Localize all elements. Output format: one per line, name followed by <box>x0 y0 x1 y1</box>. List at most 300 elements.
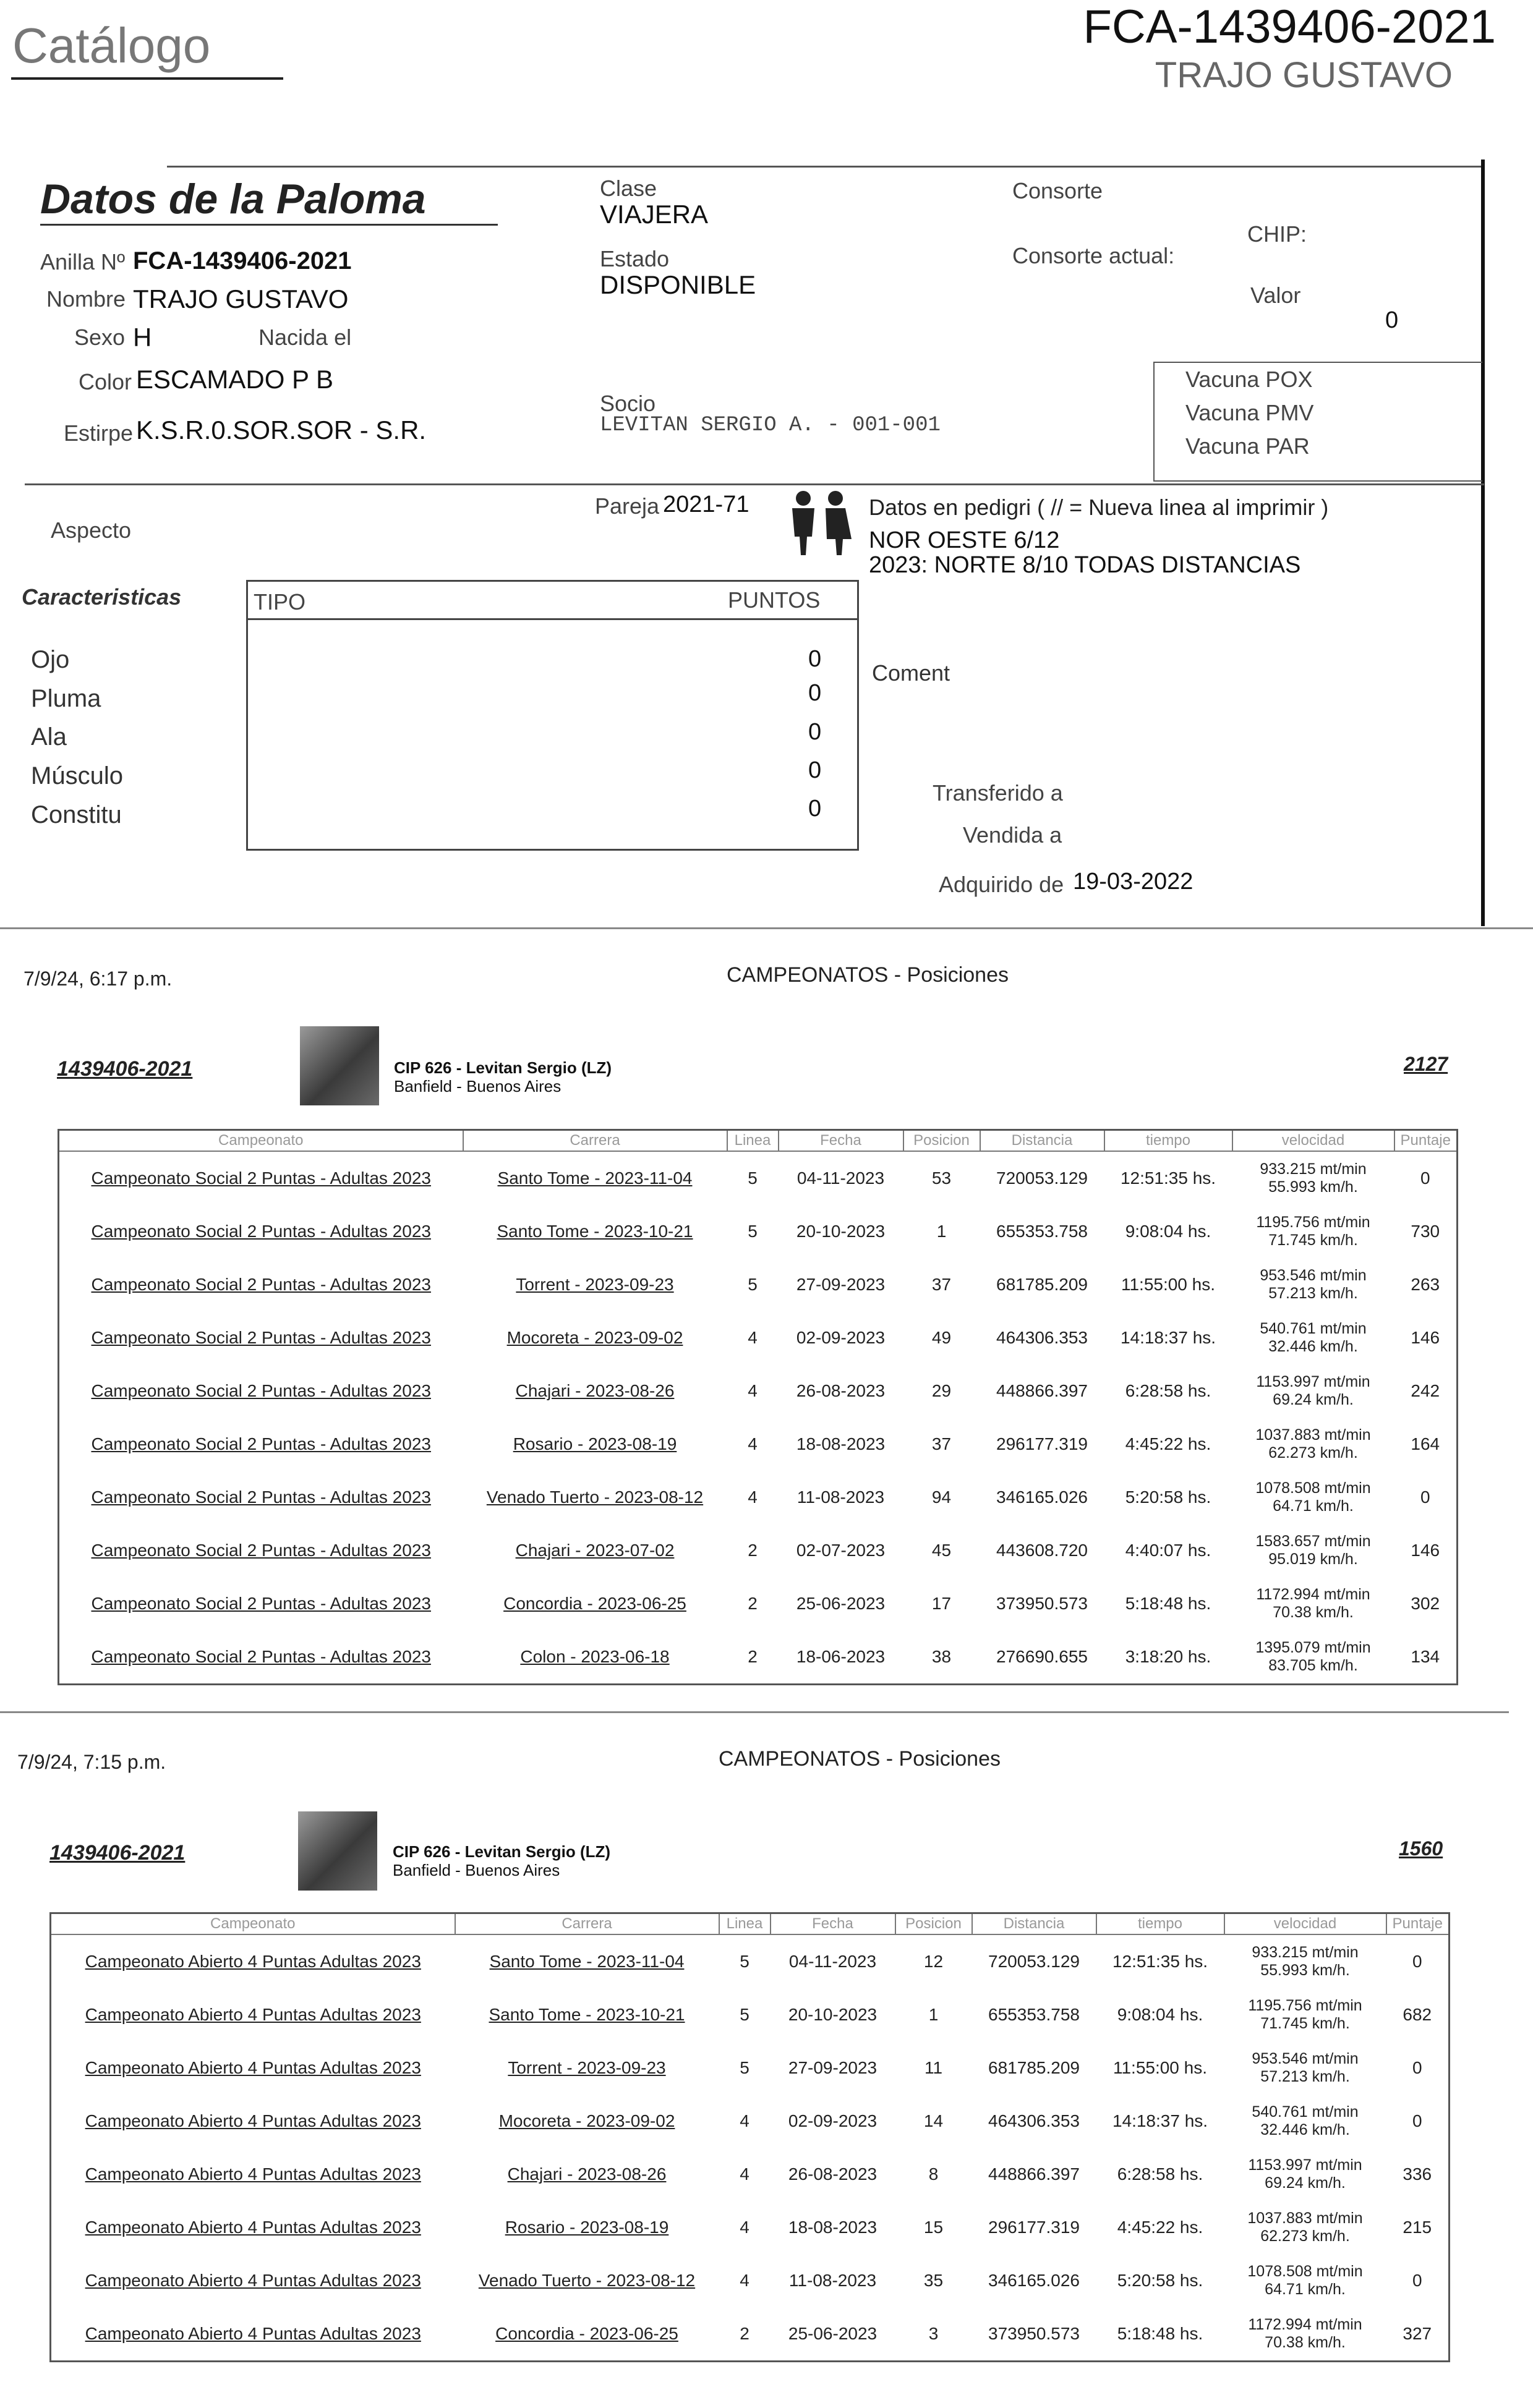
tiempo-cell: 5:18:48 hs. <box>1117 2324 1203 2343</box>
estirpe-value: K.S.R.0.SOR.SOR - S.R. <box>136 415 427 445</box>
campeonato-link[interactable]: Campeonato Abierto 4 Puntas Adultas 2023 <box>85 2271 421 2290</box>
velocidad-cell <box>1232 1418 1394 1471</box>
linea-cell: 5 <box>740 2058 749 2077</box>
fecha-cell: 02-09-2023 <box>796 1328 886 1347</box>
distancia-cell: 276690.655 <box>996 1647 1088 1666</box>
fecha-cell: 11-08-2023 <box>796 1487 885 1507</box>
caracteristica-pluma: Pluma <box>31 685 101 712</box>
linea-cell: 5 <box>748 1168 758 1188</box>
velocidad-mtmin: 540.761 mt/min <box>1260 1320 1367 1337</box>
chip-label: CHIP: <box>1247 221 1307 247</box>
header-pigeon-name: TRAJO GUSTAVO <box>1155 55 1453 95</box>
carrera-link[interactable]: Santo Tome - 2023-10-21 <box>497 1222 693 1241</box>
linea-cell: 4 <box>740 2271 749 2290</box>
distancia-cell: 681785.209 <box>996 1275 1088 1294</box>
linea-cell: 5 <box>740 1952 749 1971</box>
distancia-cell: 296177.319 <box>996 1434 1088 1453</box>
result-row <box>59 1471 1458 1524</box>
fecha-cell: 26-08-2023 <box>788 2164 878 2184</box>
fecha-cell: 27-09-2023 <box>788 2058 878 2077</box>
result-row <box>51 2307 1450 2362</box>
tiempo-cell: 12:51:35 hs. <box>1112 1952 1208 1971</box>
linea-cell: 4 <box>748 1381 758 1400</box>
tiempo-cell: 5:20:58 hs. <box>1125 1487 1211 1507</box>
linea-cell: 5 <box>740 2005 749 2024</box>
section1-title: CAMPEONATOS - Posiciones <box>727 963 1009 987</box>
distancia-cell: 720053.129 <box>996 1168 1088 1188</box>
velocidad-kmh: 64.71 km/h. <box>1265 2281 1346 2298</box>
linea-cell: 4 <box>740 2218 749 2237</box>
velocidad-cell <box>1232 1630 1394 1685</box>
result-row <box>59 1311 1458 1364</box>
velocidad-kmh: 69.24 km/h. <box>1273 1391 1354 1408</box>
campeonato-link[interactable]: Campeonato Abierto 4 Puntas Adultas 2023 <box>85 1952 421 1971</box>
puntaje-cell: 0 <box>1412 2111 1422 2130</box>
tiempo-cell: 11:55:00 hs. <box>1121 1275 1216 1294</box>
puntaje-cell: 682 <box>1403 2005 1432 2024</box>
aspecto-label: Aspecto <box>51 517 132 543</box>
vacunas-box <box>1153 362 1482 482</box>
posicion-cell: 15 <box>923 2218 944 2237</box>
tiempo-cell: 12:51:35 hs. <box>1120 1168 1216 1188</box>
velocidad-mtmin: 933.215 mt/min <box>1252 1944 1359 1961</box>
puntaje-cell: 215 <box>1403 2218 1432 2237</box>
vendida-label: Vendida a <box>963 822 1062 848</box>
carrera-link[interactable]: Torrent - 2023-09-23 <box>508 2058 666 2077</box>
posicion-cell: 29 <box>931 1381 952 1400</box>
velocidad-mtmin: 540.761 mt/min <box>1252 2103 1359 2121</box>
carrera-link[interactable]: Chajari - 2023-07-02 <box>515 1541 675 1560</box>
caracteristica-constitu: Constitu <box>31 801 122 828</box>
fecha-cell: 02-09-2023 <box>788 2111 878 2130</box>
tiempo-cell: 3:18:20 hs. <box>1125 1647 1211 1666</box>
campeonato-link[interactable]: Campeonato Abierto 4 Puntas Adultas 2023 <box>85 2164 421 2184</box>
result-row <box>59 1151 1458 1205</box>
tiempo-cell: 9:08:04 hs. <box>1117 2005 1203 2024</box>
velocidad-mtmin: 953.546 mt/min <box>1252 2050 1359 2067</box>
result-row <box>51 1934 1450 1988</box>
posicion-cell: 45 <box>931 1541 952 1560</box>
posicion-cell: 12 <box>923 1952 944 1971</box>
linea-cell: 4 <box>748 1328 758 1347</box>
carrera-link[interactable]: Concordia - 2023-06-25 <box>503 1594 686 1613</box>
col-carrera: Carrera <box>455 1913 719 1935</box>
carrera-link[interactable]: Santo Tome - 2023-11-04 <box>497 1168 693 1188</box>
estirpe-label: Estirpe <box>64 420 134 446</box>
posicion-cell: 53 <box>931 1168 952 1188</box>
velocidad-kmh: 71.745 km/h. <box>1260 2015 1350 2032</box>
puntos-constitu: 0 <box>808 796 822 822</box>
linea-cell: 2 <box>740 2324 749 2343</box>
fecha-cell: 27-09-2023 <box>796 1275 886 1294</box>
campeonato-link[interactable]: Campeonato Social 2 Puntas - Adultas 2023 <box>91 1381 431 1400</box>
velocidad-cell <box>1232 1151 1394 1205</box>
velocidad-kmh: 57.213 km/h. <box>1268 1285 1358 1302</box>
tiempo-cell: 5:18:48 hs. <box>1125 1594 1211 1613</box>
caracteristicas-box <box>246 580 859 851</box>
section2-owner-photo <box>298 1811 377 1891</box>
velocidad-kmh: 55.993 km/h. <box>1260 1962 1350 1979</box>
puntos-ojo: 0 <box>808 646 822 672</box>
col-puntaje: Puntaje <box>1386 1913 1450 1935</box>
result-row <box>59 1205 1458 1258</box>
fecha-cell: 18-08-2023 <box>796 1434 886 1453</box>
socio-label: Socio <box>600 391 656 416</box>
result-row <box>59 1364 1458 1418</box>
caracteristica-ala: Ala <box>31 723 67 751</box>
section2-total: 1560 <box>1399 1837 1443 1860</box>
velocidad-kmh: 95.019 km/h. <box>1268 1551 1358 1568</box>
page-separator-2 <box>0 1711 1509 1713</box>
col-distancia: Distancia <box>972 1913 1096 1935</box>
velocidad-kmh: 32.446 km/h. <box>1260 2121 1350 2138</box>
campeonato-link[interactable]: Campeonato Social 2 Puntas - Adultas 2023 <box>91 1275 431 1294</box>
adquirido-label: Adquirido de <box>939 872 1064 897</box>
velocidad-mtmin: 1583.657 mt/min <box>1255 1533 1371 1550</box>
velocidad-kmh: 55.993 km/h. <box>1268 1178 1358 1196</box>
carrera-link[interactable]: Chajari - 2023-08-26 <box>515 1381 675 1400</box>
catalog-underline <box>11 77 283 80</box>
consorte-actual-label: Consorte actual: <box>1012 243 1175 268</box>
puntos-pluma: 0 <box>808 680 822 706</box>
puntaje-cell: 730 <box>1411 1222 1440 1241</box>
section1-owner-name: CIP 626 - Levitan Sergio (LZ) <box>394 1058 612 1077</box>
color-label: Color <box>79 369 132 394</box>
velocidad-mtmin: 1078.508 mt/min <box>1247 2263 1363 2280</box>
velocidad-mtmin: 1395.079 mt/min <box>1255 1639 1371 1656</box>
nombre-value: TRAJO GUSTAVO <box>133 284 349 313</box>
velocidad-cell <box>1224 2307 1386 2362</box>
result-row <box>51 2095 1450 2148</box>
velocidad-cell <box>1232 1524 1394 1577</box>
linea-cell: 5 <box>748 1222 758 1241</box>
campeonato-link[interactable]: Campeonato Social 2 Puntas - Adultas 2023 <box>91 1168 431 1188</box>
velocidad-mtmin: 1195.756 mt/min <box>1248 1997 1362 2014</box>
sexo-value: H <box>133 323 152 352</box>
velocidad-cell <box>1232 1364 1394 1418</box>
carrera-link[interactable]: Rosario - 2023-08-19 <box>513 1434 677 1453</box>
velocidad-mtmin: 1172.994 mt/min <box>1248 2316 1362 2333</box>
tiempo-cell: 11:55:00 hs. <box>1112 2058 1208 2077</box>
campeonato-link[interactable]: Campeonato Social 2 Puntas - Adultas 2023 <box>91 1328 431 1347</box>
posicion-cell: 94 <box>931 1487 952 1507</box>
velocidad-kmh: 70.38 km/h. <box>1273 1604 1354 1621</box>
distancia-cell: 464306.353 <box>988 2111 1080 2130</box>
anilla-value: FCA-1439406-2021 <box>133 247 352 274</box>
campeonato-link[interactable]: Campeonato Abierto 4 Puntas Adultas 2023 <box>85 2324 421 2343</box>
col-linea: Linea <box>719 1913 771 1935</box>
puntos-label: PUNTOS <box>728 587 821 613</box>
puntaje-cell: 0 <box>1420 1487 1430 1507</box>
velocidad-cell <box>1232 1471 1394 1524</box>
caracteristicas-label: Caracteristicas <box>22 584 182 610</box>
distancia-cell: 346165.026 <box>988 2271 1080 2290</box>
fecha-cell: 20-10-2023 <box>796 1222 886 1241</box>
carrera-link[interactable]: Santo Tome - 2023-10-21 <box>489 2005 685 2024</box>
col-fecha: Fecha <box>779 1130 903 1152</box>
carrera-link[interactable]: Santo Tome - 2023-11-04 <box>489 1952 685 1971</box>
datos-title: Datos de la Paloma <box>40 176 426 223</box>
result-row <box>59 1418 1458 1471</box>
puntaje-cell: 0 <box>1412 2271 1422 2290</box>
linea-cell: 4 <box>748 1487 758 1507</box>
transferido-label: Transferido a <box>933 780 1063 806</box>
fecha-cell: 18-06-2023 <box>796 1647 886 1666</box>
carrera-link[interactable]: Torrent - 2023-09-23 <box>516 1275 674 1294</box>
result-row <box>59 1577 1458 1630</box>
velocidad-mtmin: 1195.756 mt/min <box>1256 1214 1370 1231</box>
pedigri-label: Datos en pedigri ( // = Nueva linea al imprimir ) <box>869 495 1329 520</box>
puntaje-cell: 146 <box>1411 1328 1440 1347</box>
result-row <box>51 2148 1450 2201</box>
linea-cell: 2 <box>748 1594 758 1613</box>
col-posicion: Posicion <box>895 1913 972 1935</box>
puntaje-cell: 164 <box>1411 1434 1440 1453</box>
posicion-cell: 8 <box>928 2164 939 2184</box>
fecha-cell: 04-11-2023 <box>788 1952 877 1971</box>
campeonato-link[interactable]: Campeonato Abierto 4 Puntas Adultas 2023 <box>85 2218 421 2237</box>
distancia-cell: 655353.758 <box>988 2005 1080 2024</box>
tiempo-cell: 6:28:58 hs. <box>1117 2164 1203 2184</box>
result-row <box>59 1630 1458 1685</box>
fecha-cell: 04-11-2023 <box>796 1168 885 1188</box>
fecha-cell: 25-06-2023 <box>788 2324 878 2343</box>
campeonato-link[interactable]: Campeonato Social 2 Puntas - Adultas 2023 <box>91 1434 431 1453</box>
section1-timestamp: 7/9/24, 6:17 p.m. <box>23 968 173 990</box>
valor-value: 0 <box>1385 307 1399 333</box>
tiempo-cell: 5:20:58 hs. <box>1117 2271 1203 2290</box>
distancia-cell: 655353.758 <box>996 1222 1088 1241</box>
velocidad-kmh: 57.213 km/h. <box>1260 2068 1350 2085</box>
posicion-cell: 11 <box>924 2058 943 2077</box>
box-right-border <box>1481 160 1485 926</box>
section2-owner-location: Banfield - Buenos Aires <box>393 1861 560 1879</box>
adquirido-value: 19-03-2022 <box>1073 869 1194 895</box>
velocidad-cell <box>1224 1934 1386 1988</box>
result-row <box>51 2041 1450 2095</box>
result-row <box>59 1524 1458 1577</box>
page-separator-1 <box>0 927 1533 929</box>
caracteristica-ojo: Ojo <box>31 646 70 673</box>
posicion-cell: 37 <box>931 1434 952 1453</box>
estado-value: DISPONIBLE <box>600 270 756 299</box>
col-puntaje: Puntaje <box>1394 1130 1458 1152</box>
carrera-link[interactable]: Mocoreta - 2023-09-02 <box>506 1328 683 1347</box>
velocidad-cell <box>1232 1258 1394 1311</box>
distancia-cell: 346165.026 <box>996 1487 1088 1507</box>
velocidad-mtmin: 1078.508 mt/min <box>1255 1479 1371 1497</box>
result-row <box>59 1258 1458 1311</box>
box-middle-divider <box>25 483 1484 485</box>
result-row <box>51 2201 1450 2254</box>
fecha-cell: 25-06-2023 <box>796 1594 886 1613</box>
velocidad-mtmin: 953.546 mt/min <box>1260 1267 1367 1284</box>
campeonato-link[interactable]: Campeonato Social 2 Puntas - Adultas 2023 <box>91 1647 431 1666</box>
tiempo-cell: 9:08:04 hs. <box>1125 1222 1211 1241</box>
carrera-link[interactable]: Venado Tuerto - 2023-08-12 <box>486 1487 704 1507</box>
fecha-cell: 18-08-2023 <box>788 2218 878 2237</box>
col-tiempo: tiempo <box>1096 1913 1224 1935</box>
pareja-label: Pareja <box>595 493 660 519</box>
linea-cell: 4 <box>740 2111 749 2130</box>
velocidad-mtmin: 1153.997 mt/min <box>1256 1373 1370 1390</box>
anilla-label: Anilla Nº <box>40 249 126 274</box>
color-value: ESCAMADO P B <box>136 365 333 394</box>
section2-pigeon-id: 1439406-2021 <box>49 1841 186 1865</box>
section1-total: 2127 <box>1404 1053 1448 1075</box>
velocidad-mtmin: 1037.883 mt/min <box>1255 1426 1371 1444</box>
campeonato-link[interactable]: Campeonato Social 2 Puntas - Adultas 2023 <box>91 1594 431 1613</box>
catalog-title: Catálogo <box>12 18 211 73</box>
tipo-label: TIPO <box>254 589 306 615</box>
box-top-border <box>167 166 1484 168</box>
col-fecha: Fecha <box>771 1913 895 1935</box>
tiempo-cell: 6:28:58 hs. <box>1125 1381 1211 1400</box>
tiempo-cell: 4:45:22 hs. <box>1125 1434 1211 1453</box>
puntaje-cell: 0 <box>1412 1952 1422 1971</box>
carrera-link[interactable]: Concordia - 2023-06-25 <box>495 2324 678 2343</box>
distancia-cell: 373950.573 <box>996 1594 1088 1613</box>
campeonato-link[interactable]: Campeonato Social 2 Puntas - Adultas 2023 <box>91 1487 431 1507</box>
vacuna-pox: Vacuna POX <box>1185 367 1313 392</box>
socio-value: LEVITAN SERGIO A. - 001-001 <box>600 414 941 437</box>
velocidad-kmh: 70.38 km/h. <box>1265 2334 1346 2351</box>
distancia-cell: 443608.720 <box>996 1541 1088 1560</box>
fecha-cell: 26-08-2023 <box>796 1381 886 1400</box>
velocidad-kmh: 71.745 km/h. <box>1268 1232 1358 1249</box>
posicion-cell: 3 <box>928 2324 939 2343</box>
result-row <box>51 1988 1450 2041</box>
col-campeonato: Campeonato <box>59 1130 463 1152</box>
velocidad-mtmin: 1037.883 mt/min <box>1247 2210 1363 2227</box>
posicion-cell: 38 <box>931 1647 952 1666</box>
carrera-link[interactable]: Chajari - 2023-08-26 <box>507 2164 667 2184</box>
fecha-cell: 02-07-2023 <box>796 1541 886 1560</box>
col-linea: Linea <box>727 1130 779 1152</box>
velocidad-kmh: 69.24 km/h. <box>1265 2174 1346 2192</box>
posicion-cell: 1 <box>928 2005 939 2024</box>
clase-label: Clase <box>600 176 657 201</box>
puntos-ala: 0 <box>808 719 822 745</box>
linea-cell: 2 <box>748 1541 758 1560</box>
puntaje-cell: 0 <box>1412 2058 1422 2077</box>
velocidad-cell <box>1224 2201 1386 2254</box>
posicion-cell: 1 <box>936 1222 947 1241</box>
velocidad-cell <box>1224 2041 1386 2095</box>
posicion-cell: 49 <box>931 1328 952 1347</box>
velocidad-mtmin: 933.215 mt/min <box>1260 1160 1367 1178</box>
tiempo-cell: 14:18:37 hs. <box>1112 2111 1208 2130</box>
campeonato-link[interactable]: Campeonato Abierto 4 Puntas Adultas 2023 <box>85 2005 421 2024</box>
linea-cell: 4 <box>748 1434 758 1453</box>
puntos-musculo: 0 <box>808 757 822 783</box>
header-ring-id: FCA-1439406-2021 <box>1083 1 1496 53</box>
nombre-label: Nombre <box>46 286 126 312</box>
velocidad-kmh: 62.273 km/h. <box>1268 1444 1358 1461</box>
puntaje-cell: 327 <box>1403 2324 1432 2343</box>
linea-cell: 5 <box>748 1275 758 1294</box>
velocidad-kmh: 62.273 km/h. <box>1260 2227 1350 2245</box>
coment-label: Coment <box>872 660 950 686</box>
campeonato-link[interactable]: Campeonato Abierto 4 Puntas Adultas 2023 <box>85 2111 421 2130</box>
velocidad-kmh: 64.71 km/h. <box>1273 1497 1354 1515</box>
estado-label: Estado <box>600 246 670 271</box>
pedigri-line-2: 2023: NORTE 8/10 TODAS DISTANCIAS <box>869 552 1301 578</box>
consorte-label: Consorte <box>1012 178 1103 203</box>
carrera-link[interactable]: Colon - 2023-06-18 <box>520 1647 670 1666</box>
caracteristicas-header-divider <box>246 618 857 620</box>
parents-icon <box>787 488 852 556</box>
col-velocidad: velocidad <box>1232 1130 1394 1152</box>
campeonato-link[interactable]: Campeonato Social 2 Puntas - Adultas 2023 <box>91 1222 431 1241</box>
col-tiempo: tiempo <box>1104 1130 1232 1152</box>
section2-title: CAMPEONATOS - Posiciones <box>719 1747 1001 1771</box>
distancia-cell: 373950.573 <box>988 2324 1080 2343</box>
posicion-cell: 14 <box>923 2111 944 2130</box>
velocidad-cell <box>1224 2254 1386 2307</box>
distancia-cell: 720053.129 <box>988 1952 1080 1971</box>
section1-pigeon-id: 1439406-2021 <box>57 1057 193 1081</box>
datos-title-underline <box>40 224 498 226</box>
tiempo-cell: 4:45:22 hs. <box>1117 2218 1203 2237</box>
section2-header-row <box>51 1913 1450 1935</box>
velocidad-cell <box>1232 1205 1394 1258</box>
section1-owner-photo <box>300 1026 379 1105</box>
section2-owner-name: CIP 626 - Levitan Sergio (LZ) <box>393 1842 611 1861</box>
distancia-cell: 296177.319 <box>988 2218 1080 2237</box>
section1-results-table <box>58 1129 1458 1685</box>
velocidad-cell <box>1224 2095 1386 2148</box>
valor-label: Valor <box>1250 283 1301 308</box>
linea-cell: 2 <box>748 1647 758 1666</box>
linea-cell: 4 <box>740 2164 749 2184</box>
campeonato-link[interactable]: Campeonato Social 2 Puntas - Adultas 2023 <box>91 1541 431 1560</box>
pedigri-line-1: NOR OESTE 6/12 <box>869 527 1060 553</box>
tiempo-cell: 14:18:37 hs. <box>1120 1328 1216 1347</box>
clase-value: VIAJERA <box>600 200 709 229</box>
carrera-link[interactable]: Mocoreta - 2023-09-02 <box>498 2111 675 2130</box>
carrera-link[interactable]: Venado Tuerto - 2023-08-12 <box>478 2271 696 2290</box>
velocidad-mtmin: 1153.997 mt/min <box>1248 2156 1362 2174</box>
vacuna-par: Vacuna PAR <box>1185 433 1310 459</box>
nacida-label: Nacida el <box>258 325 352 350</box>
section2-results-table <box>49 1912 1450 2362</box>
velocidad-kmh: 83.705 km/h. <box>1268 1657 1358 1674</box>
result-row <box>51 2254 1450 2307</box>
fecha-cell: 11-08-2023 <box>788 2271 877 2290</box>
caracteristica-musculo: Músculo <box>31 762 123 789</box>
carrera-link[interactable]: Rosario - 2023-08-19 <box>505 2218 669 2237</box>
sexo-label: Sexo <box>74 325 126 350</box>
posicion-cell: 37 <box>931 1275 952 1294</box>
puntaje-cell: 336 <box>1403 2164 1432 2184</box>
velocidad-mtmin: 1172.994 mt/min <box>1256 1586 1370 1603</box>
col-velocidad: velocidad <box>1224 1913 1386 1935</box>
puntaje-cell: 263 <box>1411 1275 1440 1294</box>
distancia-cell: 448866.397 <box>988 2164 1080 2184</box>
tiempo-cell: 4:40:07 hs. <box>1125 1541 1211 1560</box>
vacuna-pmv: Vacuna PMV <box>1185 400 1314 425</box>
col-carrera: Carrera <box>463 1130 727 1152</box>
puntaje-cell: 242 <box>1411 1381 1440 1400</box>
velocidad-cell <box>1232 1577 1394 1630</box>
section1-header-row <box>59 1130 1458 1152</box>
campeonato-link[interactable]: Campeonato Abierto 4 Puntas Adultas 2023 <box>85 2058 421 2077</box>
distancia-cell: 681785.209 <box>988 2058 1080 2077</box>
section1-owner-location: Banfield - Buenos Aires <box>394 1077 562 1096</box>
puntaje-cell: 302 <box>1411 1594 1440 1613</box>
col-posicion: Posicion <box>903 1130 980 1152</box>
